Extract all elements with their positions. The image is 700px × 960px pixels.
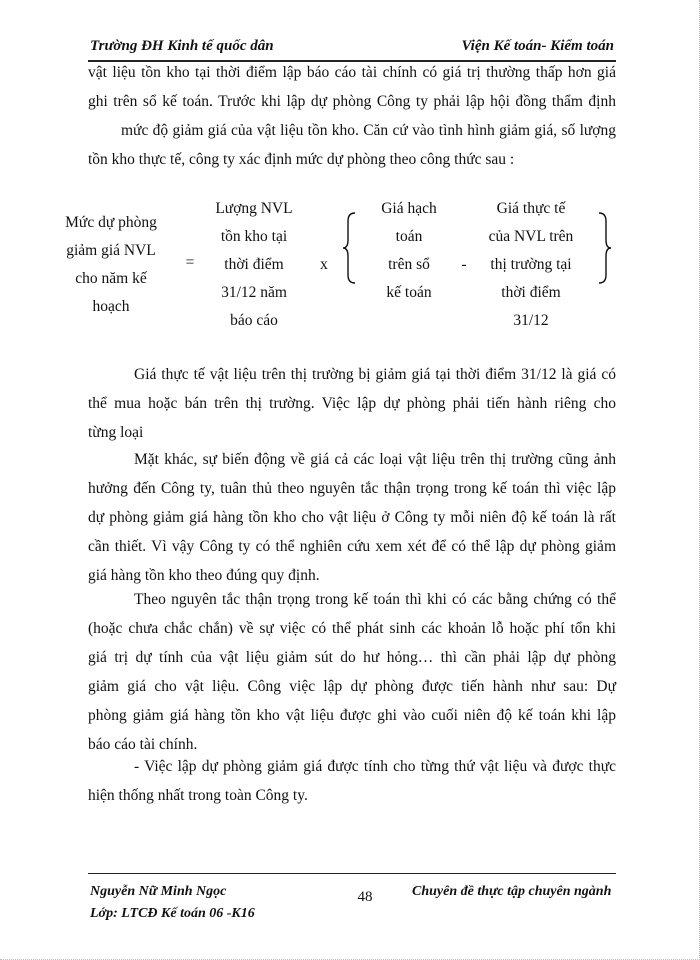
text-line: phòng giảm giá hàng tồn kho vật liệu được ghi vào cuối niên độ kế toán khi lập (88, 707, 616, 724)
page-header (88, 38, 616, 62)
footer-report-title: Chuyên đề thực tập chuyên ngành (412, 884, 612, 899)
text-line: báo cáo tài chính. (88, 736, 198, 753)
equals-sign: = (185, 254, 195, 271)
formula-lhs-line: hoạch (92, 298, 130, 315)
footer-author: Nguyễn Nữ Minh Ngọc (90, 884, 227, 899)
left-brace-icon (342, 212, 358, 284)
formula-quantity-line: thời điểm (224, 256, 284, 273)
formula-lhs-line: Mức dự phòng (65, 214, 157, 231)
text-line: mức độ giảm giá của vật liệu tồn kho. Căn cứ vào tình hình giảm giá, số lượng (121, 122, 616, 139)
text-line: Theo nguyên tắc thận trọng trong kế toán thì khi có các bằng chứng có thể (134, 591, 616, 608)
text-line: Mặt khác, sự biến động về giá cả các loại vật liệu trên thị trường cũng ảnh (134, 451, 616, 468)
minus-sign: - (461, 256, 467, 273)
text-line: từng loại (88, 424, 144, 441)
text-line: tồn kho thực tế, công ty xác định mức dự phòng theo công thức sau : (88, 151, 515, 168)
formula-quantity-line: báo cáo (230, 312, 278, 329)
formula-market-price-line: Giá thực tế (496, 200, 566, 217)
formula-quantity-line: Lượng NVL (215, 200, 293, 217)
right-brace-icon (596, 212, 612, 284)
page-number: 48 (357, 889, 373, 905)
text-line: (hoặc chưa chắc chắn) về sự việc có thể phát sinh các khoản lỗ hoặc phí tổn khi (88, 620, 616, 637)
text-line: giá trị dự tính của vật liệu giảm sút do hư hỏng… thì cần phải lập dự phòng (88, 649, 616, 666)
text-line: thể mua hoặc bán trên thị trường. Việc lập dự phòng phải tiến hành riêng cho (88, 395, 616, 412)
footer-class: Lớp: LTCĐ Kế toán 06 -K16 (90, 906, 255, 921)
text-line: hưởng đến Công ty, tuân thủ theo nguyên tắc thận trọng trong kế toán thì việc lập (88, 480, 616, 497)
formula-quantity-line: 31/12 năm (221, 284, 287, 301)
formula-market-price-line: thời điểm (501, 284, 561, 301)
text-line: - Việc lập dự phòng giảm giá được tính cho từng thứ vật liệu và được thực (134, 758, 616, 775)
header-university: Trường ĐH Kinh tế quốc dân (90, 38, 274, 54)
formula-market-price-line: của NVL trên (488, 228, 574, 245)
multiply-sign: x (320, 256, 328, 273)
formula-lhs-line: giảm giá NVL (66, 242, 156, 259)
formula-book-price-line: trên sổ (388, 256, 430, 273)
formula-lhs-line: cho năm kế (75, 270, 147, 287)
text-line: Giá thực tế vật liệu trên thị trường bị giảm giá tại thời điểm 31/12 là giá có (134, 366, 616, 383)
formula-market-price-line: thị trường tại (490, 256, 572, 273)
text-line: giá hàng tồn kho theo đúng quy định. (88, 567, 320, 584)
text-line: vật liệu tồn kho tại thời điểm lập báo cáo tài chính có giá trị thường thấp hơn giá (88, 64, 616, 81)
text-line: dự phòng giảm giá hàng tồn kho cho vật liệu ở Công ty mỗi niên độ kế toán là rất (88, 509, 616, 526)
formula-book-price-line: kế toán (386, 284, 432, 301)
text-line: hiện thống nhất trong toàn Công ty. (88, 787, 308, 804)
text-line: ghi trên sổ kế toán. Trước khi lập dự phòng Công ty phải lập hội đồng thẩm định (88, 93, 616, 110)
formula-book-price-line: Giá hạch (381, 200, 437, 217)
header-institute: Viện Kế toán- Kiểm toán (461, 38, 614, 54)
text-line: cần thiết. Vì vậy Công ty có thể nghiên cứu xem xét để có thể lập dự phòng giảm (88, 538, 616, 555)
text-line: giảm giá cho vật liệu. Công việc lập dự phòng được tiến hành như sau: Dự (88, 678, 616, 695)
footer-rule (88, 873, 616, 874)
formula-market-price-line: 31/12 (513, 312, 549, 329)
formula-quantity-line: tồn kho tại (220, 228, 288, 245)
formula-book-price-line: toán (395, 228, 423, 245)
